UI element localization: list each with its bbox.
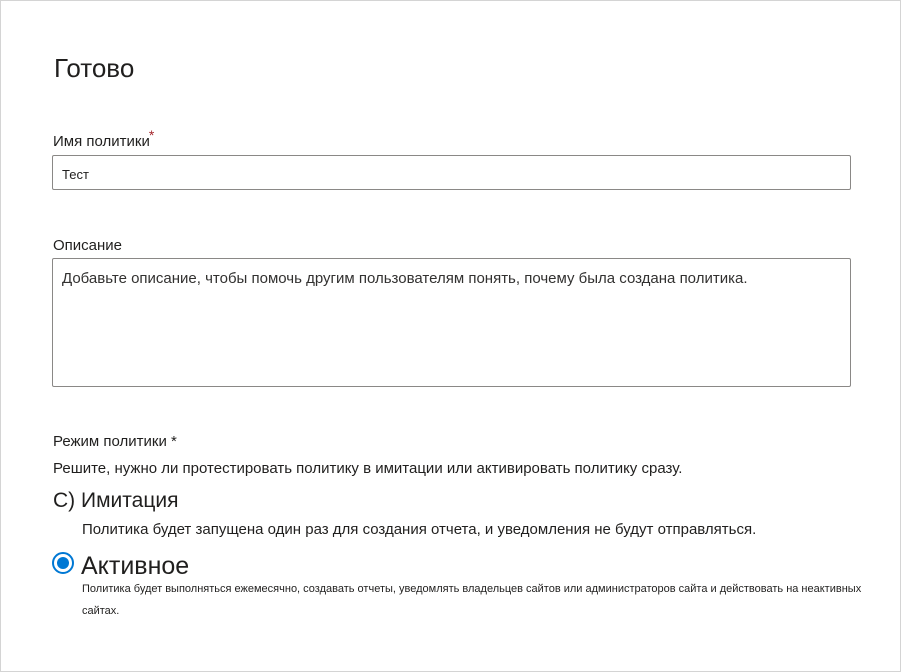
required-mark: * xyxy=(148,127,155,143)
simulation-option[interactable]: C) Имитация xyxy=(53,489,179,512)
page-title: Готово xyxy=(54,53,135,83)
active-description-line1: Политика будет выполняться ежемесячно, создавать отчеты, уведомлять владельцев сайтов или администраторов сайта и действовать на неактивных xyxy=(82,583,862,595)
simulation-description: Политика будет запущена один раз для создания отчета, и уведомления не будут отправляться. xyxy=(82,521,757,538)
description-label: Описание xyxy=(53,237,123,254)
policy-mode-label: Режим политики * xyxy=(53,433,177,450)
active-option-label[interactable]: Активное xyxy=(81,552,190,580)
active-radio[interactable] xyxy=(52,552,74,574)
policy-name-label-row xyxy=(53,127,155,150)
policy-name-value: Тест xyxy=(62,167,89,182)
radio-selected-dot xyxy=(57,557,69,569)
description-placeholder: Добавьте описание, чтобы помочь другим пользователям понять, почему была создана политика. xyxy=(62,270,748,287)
policy-name-label: Имя политики xyxy=(53,133,150,150)
policy-name-input[interactable] xyxy=(52,155,851,190)
active-description-line2: сайтах. xyxy=(82,605,120,617)
policy-mode-hint: Решите, нужно ли протестировать политику в имитации или активировать политику сразу. xyxy=(53,460,683,477)
description-textarea[interactable] xyxy=(52,258,851,387)
